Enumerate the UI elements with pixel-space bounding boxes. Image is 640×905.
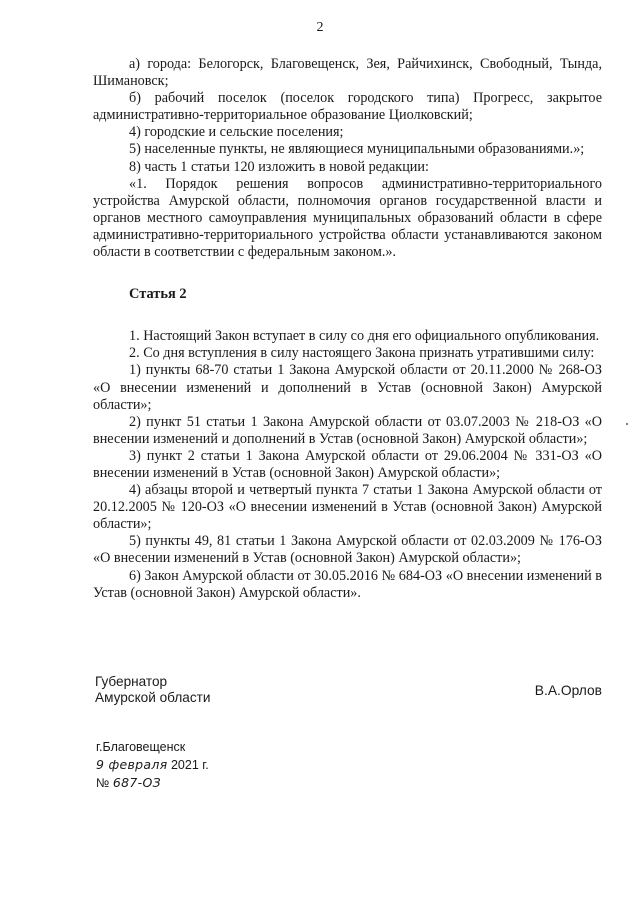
handwritten-date: 9 февраля: [96, 757, 168, 772]
footer-city: г.Благовещенск: [96, 740, 186, 754]
signatory-name: В.А.Орлов: [534, 683, 602, 698]
number-sign: №: [96, 776, 110, 790]
document-body: [93, 56, 602, 602]
repealed-item-6: 6) Закон Амурской области от 30.05.2016 № 684-ОЗ «О внесении изменений в Устав (основной Закон) Амурской области».: [93, 567, 602, 601]
list-item-municipalities: 4) городские и сельские поселения;: [129, 124, 344, 141]
article-2-clause-2: 2. Со дня вступления в силу настоящего Закона признать утратившими силу:: [129, 345, 595, 362]
repealed-item-1: 1) пункты 68-70 статьи 1 Закона Амурской области от 20.11.2000 № 268-ОЗ «О внесении изменений и дополнений в Устав (основной Закон) Амурской области»;: [93, 362, 602, 413]
scan-artifact: [626, 423, 628, 425]
list-item-settlement: б) рабочий поселок (поселок городского типа) Прогресс, закрытое административно-территориальное образование Циолковский;: [93, 90, 602, 124]
repealed-item-4: 4) абзацы второй и четвертый пункта 7 статьи 1 Закона Амурской области от 20.12.2005 № 120-ОЗ «О внесении изменений в Устав (основной Закон) Амурской области»;: [93, 482, 602, 533]
signatory-title: [95, 674, 210, 706]
amendment-intro: 8) часть 1 статьи 120 изложить в новой редакции:: [129, 158, 429, 175]
footer-year: 2021 г.: [170, 758, 209, 772]
footer-date: [96, 756, 209, 774]
document-footer: [96, 738, 209, 792]
signatory-title-line1: Губернатор: [95, 674, 168, 689]
article-2-title: Статья 2: [129, 286, 187, 303]
repealed-item-2: 2) пункт 51 статьи 1 Закона Амурской области от 03.07.2003 № 218-ОЗ «О внесении изменений и дополнений в Устав (основной Закон) Амурской области»;: [93, 413, 602, 447]
repealed-item-3: 3) пункт 2 статьи 1 Закона Амурской области от 29.06.2004 № 331-ОЗ «О внесении изменений в Устав (основной Закон) Амурской области»;: [93, 447, 602, 481]
page-number: 2: [316, 20, 324, 35]
list-item-cities: а) города: Белогорск, Благовещенск, Зея, Райчихинск, Свободный, Тында, Шимановск;: [93, 56, 602, 90]
amendment-text: «1. Порядок решения вопросов административно-территориального устройства Амурской области, полномочия органов государственной власти и органов местного самоуправления муниципальных образований области в сфере административно-территориального устройства области устанавливаются законом области в соответствии с федеральным законом.».: [93, 175, 602, 261]
footer-law-number: [96, 774, 209, 792]
signatory-title-line2: Амурской области: [95, 690, 211, 705]
repealed-item-5: 5) пункты 49, 81 статьи 1 Закона Амурской области от 02.03.2009 № 176-ОЗ «О внесении изменений в Устав (основной Закон) Амурской области»;: [93, 533, 602, 567]
handwritten-law-number: 687-ОЗ: [112, 775, 161, 790]
article-2-clause-1: 1. Настоящий Закон вступает в силу со дня его официального опубликования.: [129, 328, 600, 345]
list-item-localities: 5) населенные пункты, не являющиеся муниципальными образованиями.»;: [129, 141, 585, 158]
